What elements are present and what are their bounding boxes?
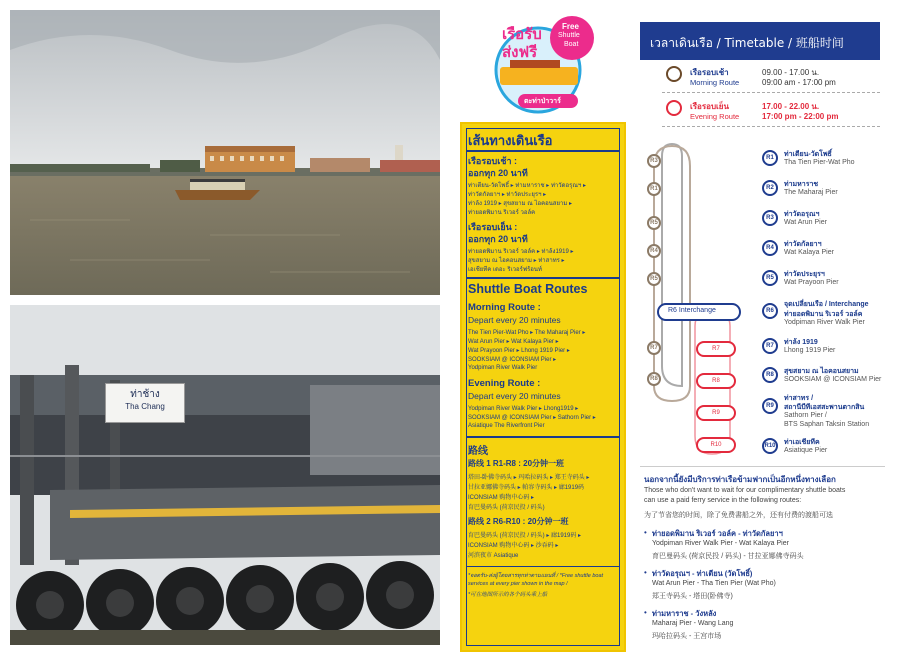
station-thai: ท่าล้ง 1919 — [784, 339, 818, 346]
station-badge: R8 — [762, 367, 778, 383]
map-stop: R5 — [647, 272, 661, 286]
evening-route-thai: เรือรอบเย็น — [690, 102, 729, 111]
en-morning-stop: SOOKSIAM @ ICONSIAM Pier ▸ — [468, 357, 557, 363]
station-thai-2: ท่ายอดพิมาน ริเวอร์ วอล์ค — [784, 311, 863, 318]
evening-time-en: 17:00 pm - 22:00 pm — [762, 112, 839, 121]
ferry-route-en: Yodpiman River Walk Pier - Wat Kalaya Pier — [652, 540, 789, 547]
bullet-icon: • — [644, 608, 647, 617]
station-thai: ท่าเอเชียทีค — [784, 439, 820, 446]
map-stop: R5 — [647, 216, 661, 230]
cn-route2-stop: 河滨夜市 Asiatique — [468, 553, 519, 559]
en-morning-stop: The Tien Pier-Wat Pho ▸ The Maharaj Pier ▸ — [468, 330, 586, 336]
paid-ferry-thai-intro: นอกจากนี้ยังมีบริการท่าเรือข้ามฟากเป็นอีกหนึ่งทางเลือก — [644, 475, 836, 484]
station-en-2: BTS Saphan Taksin Station — [784, 421, 870, 428]
station-en: Wat Prayoon Pier — [784, 279, 839, 286]
cn-route1-stop: 育巴曼码头 (荷京民投 / 码头) — [468, 505, 545, 511]
logo-badge-3: Boat — [564, 41, 579, 48]
route-map — [640, 136, 750, 466]
en-evening-stop: SOOKSIAM @ ICONSIAM Pier ▸ Sathorn Pier ▸ — [468, 415, 596, 421]
map-stop: R1 — [647, 182, 661, 196]
thai-morning-heading: เรือรอบเช้า : — [468, 156, 518, 166]
cn-route2: 路线 2 R6-R10 : 20分钟一班 — [468, 517, 569, 526]
cn-route1-stop: 甘拉亚娜佛寺码头 ▸ 帕容寺码头 ▸ 廊1919码 — [468, 485, 585, 491]
thai-evening-stop: ท่ายอดพิมาน ริเวอร์ วอล์ค ▸ ท่าล้ง1919 ▸ — [468, 249, 574, 255]
ferry-route-en: Maharaj Pier - Wang Lang — [652, 620, 734, 627]
station-badge: R1 — [762, 150, 778, 166]
thai-evening-stop: เอเชียทีค เดอะ ริเวอร์ฟร้อนท์ — [468, 267, 542, 273]
routes-thai-title: เส้นทางเดินเรือ — [468, 134, 553, 149]
station-thai: ท่ามหาราช — [784, 181, 819, 188]
timetable-title: เวลาเดินเรือ / Timetable / 班船时间 — [650, 36, 844, 50]
ferry-route-cn: 育巴曼码头 (荷京民投 / 码头) - 甘拉亚娜佛寺码头 — [652, 553, 804, 560]
ferry-route-cn: 玛哈拉码头 - 王宫市场 — [652, 633, 722, 640]
thai-morning-stop: ท่าล้ง 1919 ▸ สุขสยาม ณ ไอคอนสยาม ▸ — [468, 201, 572, 207]
en-morning-stop: Yodpiman River Walk Pier — [468, 365, 538, 371]
paid-ferry-cn-intro: 为了节省您的时间，除了免费書船之外，还有付费的渡船可选 — [644, 512, 833, 519]
en-evening-stop: Asiatique The Riverfront Pier — [468, 423, 545, 429]
map-stop: R7 — [696, 341, 736, 357]
morning-time-en: 09:00 am - 17:00 pm — [762, 78, 836, 87]
en-evening-stop: Yodpiman River Walk Pier ▸ Lhong1919 ▸ — [468, 406, 579, 412]
pier-sign-en: Tha Chang — [125, 402, 165, 411]
pier-photo — [10, 305, 440, 645]
ferry-route-cn: 郑王寺码头 - 塔田(卧佛寺) — [652, 593, 733, 600]
thai-morning-stop: ท่าเตียน-วัดโพธิ์ ▸ ท่ามหาราช ▸ ท่าวัดอรุณฯ ▸ — [468, 183, 586, 189]
station-thai: ท่าวัดประยุรฯ — [784, 271, 825, 278]
station-thai: ท่าวัดกัลยาฯ — [784, 241, 822, 248]
logo-thai-2: ส่งฟรี — [502, 43, 538, 61]
map-stop: R4 — [647, 244, 661, 258]
paid-ferry-en-intro: can use a paid ferry service in the following routes: — [644, 497, 802, 504]
morning-route-icon — [666, 66, 682, 82]
morning-time-thai: 09.00 - 17.00 น. — [762, 68, 820, 77]
river-photo — [10, 10, 440, 295]
bullet-icon: • — [644, 568, 647, 577]
en-morning-freq: Depart every 20 minutes — [468, 315, 561, 325]
pier-sign-thai: ท่าช้าง — [130, 389, 160, 400]
footnote: *可在地图所示的各个码头乘上船 — [468, 592, 548, 598]
bullet-icon: • — [644, 528, 647, 537]
en-morning-stop: Wat Prayoon Pier ▸ Lhong 1919 Pier ▸ — [468, 348, 570, 354]
thai-evening-freq: ออกทุก 20 นาที — [468, 234, 528, 244]
evening-route-en: Evening Route — [690, 112, 740, 121]
station-badge: R7 — [762, 338, 778, 354]
map-stop: R3 — [647, 154, 661, 168]
cn-route1: 路线 1 R1-R8 : 20分钟一班 — [468, 459, 565, 468]
pier-sign — [105, 383, 185, 423]
station-en: Lhong 1919 Pier — [784, 347, 836, 354]
station-en: Asiatique Pier — [784, 447, 828, 454]
logo-thai-1: เรือรับ — [502, 25, 542, 43]
logo-badge-2: Shuttle — [558, 32, 580, 39]
thai-evening-heading: เรือรอบเย็น : — [468, 222, 518, 232]
routes-cn-title: 路线 — [468, 446, 488, 457]
timetable-header — [640, 22, 880, 60]
station-en: Wat Arun Pier — [784, 219, 827, 226]
map-stop: R8 — [696, 373, 736, 389]
paid-ferry-en-intro: Those who don't want to wait for our complimentary shuttle boats — [644, 487, 846, 494]
station-thai: ท่าเตียน-วัดโพธิ์ — [784, 151, 832, 158]
station-en: Tha Tien Pier-Wat Pho — [784, 159, 855, 166]
routes-en-title: Shuttle Boat Routes — [468, 282, 588, 296]
map-stop: R9 — [696, 405, 736, 421]
en-evening-heading: Evening Route : — [468, 378, 541, 389]
map-stop: R7 — [647, 341, 661, 355]
station-en: Yodpiman River Walk Pier — [784, 319, 865, 326]
thai-morning-freq: ออกทุก 20 นาที — [468, 168, 528, 178]
free-shuttle-logo — [488, 12, 603, 117]
ferry-route-thai: ท่ายอดพิมาน ริเวอร์ วอล์ค - ท่าวัดกัลยาฯ — [652, 529, 783, 538]
map-stop: R8 — [647, 372, 661, 386]
station-thai: สุขสยาม ณ ไอคอนสยาม — [784, 368, 859, 375]
ferry-route-thai: ท่าวัดอรุณฯ - ท่าเตียน (วัดโพธิ์) — [652, 569, 753, 578]
en-morning-heading: Morning Route : — [468, 302, 541, 313]
evening-time-thai: 17.00 - 22.00 น. — [762, 102, 820, 111]
footnote: *จอดรับ-ส่งผู้โดยสารทุกท่าตามแผนที่ / *Free shuttle boat — [468, 573, 604, 579]
station-badge: R6 — [762, 303, 778, 319]
ferry-route-en: Wat Arun Pier - Tha Tien Pier (Wat Pho) — [652, 580, 776, 587]
footnote: services at every pier shown in the map / — [468, 581, 568, 587]
map-stop: R10 — [696, 437, 736, 453]
station-badge: R10 — [762, 438, 778, 454]
station-badge: R9 — [762, 398, 778, 414]
station-thai: ท่าวัดอรุณฯ — [784, 211, 820, 218]
station-badge: R2 — [762, 180, 778, 196]
logo-badge-1: Free — [562, 22, 579, 31]
station-thai: จุดเปลี่ยนเรือ / Interchange — [784, 301, 869, 308]
station-thai: ท่าสาทร / — [784, 395, 814, 402]
station-en: The Maharaj Pier — [784, 189, 838, 196]
interchange-label: R6 Interchange — [668, 307, 716, 314]
cn-route2-stop: 育巴曼码头 (荷京民投 / 码头) ▸ 廊1919码 ▸ — [468, 533, 582, 539]
station-thai-2: สถานีบีทีเอสสะพานตากสิน — [784, 404, 865, 411]
evening-route-icon — [666, 100, 682, 116]
morning-route-en: Morning Route — [690, 78, 740, 87]
thai-evening-stop: สุขสยาม ณ ไอคอนสยาม ▸ ท่าสาทร ▸ — [468, 258, 565, 264]
station-en: Sathorn Pier / — [784, 412, 827, 419]
station-badge: R5 — [762, 270, 778, 286]
cn-route1-stop: 塔田-卧佛寺码头 ▸ 玛哈拉码头 ▸ 郑王寺码头 ▸ — [468, 475, 590, 481]
ferry-route-thai: ท่ามหาราช - วังหลัง — [652, 609, 717, 618]
station-badge: R4 — [762, 240, 778, 256]
logo-ribbon: ตะท่าป่าวาร์ — [524, 97, 561, 105]
cn-route2-stop: ICONSIAM 购物中心码 ▸ 沙吞码 ▸ — [468, 543, 559, 549]
en-morning-stop: Wat Arun Pier ▸ Wat Kalaya Pier ▸ — [468, 339, 559, 345]
cn-route1-stop: ICONSIAM 购物中心码 ▸ — [468, 495, 535, 501]
station-en: Wat Kalaya Pier — [784, 249, 834, 256]
morning-route-thai: เรือรอบเช้า — [690, 68, 729, 77]
en-evening-freq: Depart every 20 minutes — [468, 391, 561, 401]
routes-panel — [460, 122, 626, 652]
station-badge: R3 — [762, 210, 778, 226]
thai-morning-stop: ท่าวัดกัลยาฯ ▸ ท่าวัดประยุรฯ ▸ — [468, 192, 547, 198]
station-en: SOOKSIAM @ ICONSIAM Pier — [784, 376, 882, 383]
thai-morning-stop: ท่ายอดพิมาน ริเวอร์ วอล์ค — [468, 210, 536, 216]
